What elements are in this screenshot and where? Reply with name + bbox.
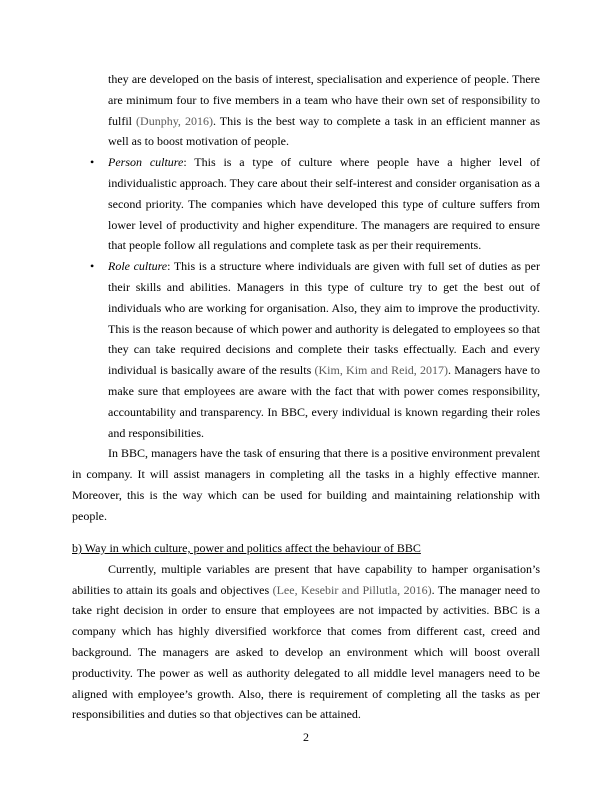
- section-heading: b) Way in which culture, power and politics affect the behaviour of BBC: [72, 541, 421, 555]
- citation: (Kim, Kim and Reid, 2017): [314, 363, 449, 378]
- page-number: 2: [303, 730, 309, 744]
- list-item-person-culture: • Person culture: This is a type of culture where people have a higher level of individualistic approach. They care about their self-interest and consider organisation as a second priority. The companies which have developed this type of culture suffers from lower level of productivity and higher expenditure. The managers are required to ensure that people follow all regulations and complete task as per their requirements.: [72, 152, 540, 256]
- citation: (Lee, Kesebir and Pillutla, 2016): [272, 582, 432, 597]
- term: Person culture: [108, 155, 184, 170]
- bullet-icon: •: [90, 155, 95, 170]
- bbc-paragraph: In BBC, managers have the task of ensuring that there is a positive environment prevalent in company. It will assist managers in completing all the tasks in a highly effective manner. Moreover, this is the way which can be used for building and maintaining relationship with people.: [72, 446, 540, 523]
- culture-list: [72, 152, 540, 443]
- continuation-paragraph: they are developed on the basis of interest, specialisation and experience of people. There are minimum four to five members in a team who have their own set of responsibility to fulfil (Dunphy, 2016). This is the best way to complete a task in an efficient manner as well as to boost motivation of people.: [108, 72, 540, 149]
- section-paragraph: Currently, multiple variables are present that have capability to hamper organisation’s abilities to attain its goals and objectives (Lee, Kesebir and Pillutla, 2016). The manager need to take right decision in order to ensure that employees are not impacted by activities. BBC is a company which has highly diversified workforce that comes from different cast, creed and background. The managers are asked to develop an environment which will boost overall productivity. The power as well as authority delegated to all middle level managers need to be aligned with employee’s growth. Also, there is requirement of completing all the tasks as per responsibilities and duties so that objectives can be attained.: [72, 561, 541, 722]
- body-section-b: [72, 538, 540, 725]
- term: Role culture: [108, 259, 168, 274]
- body-top: [72, 69, 540, 527]
- bullet-icon: •: [90, 259, 95, 274]
- citation: (Dunphy, 2016): [136, 113, 213, 128]
- list-item-role-culture: • Role culture: This is a structure where individuals are given with full set of duties as per their skills and abilities. Managers in this type of culture try to get the best out of individuals who are working for organisation. Also, they aim to improve the productivity. This is the reason because of which power and authority is delegated to employees so that they can take required decisions and complete their tasks effectually. Each and every individual is basically aware of the results (Kim, Kim and Reid, 2017). Managers have to make sure that employees are aware with the fact that with power comes responsibility, accountability and transparency. In BBC, every individual is known regarding their roles and responsibilities.: [72, 256, 540, 443]
